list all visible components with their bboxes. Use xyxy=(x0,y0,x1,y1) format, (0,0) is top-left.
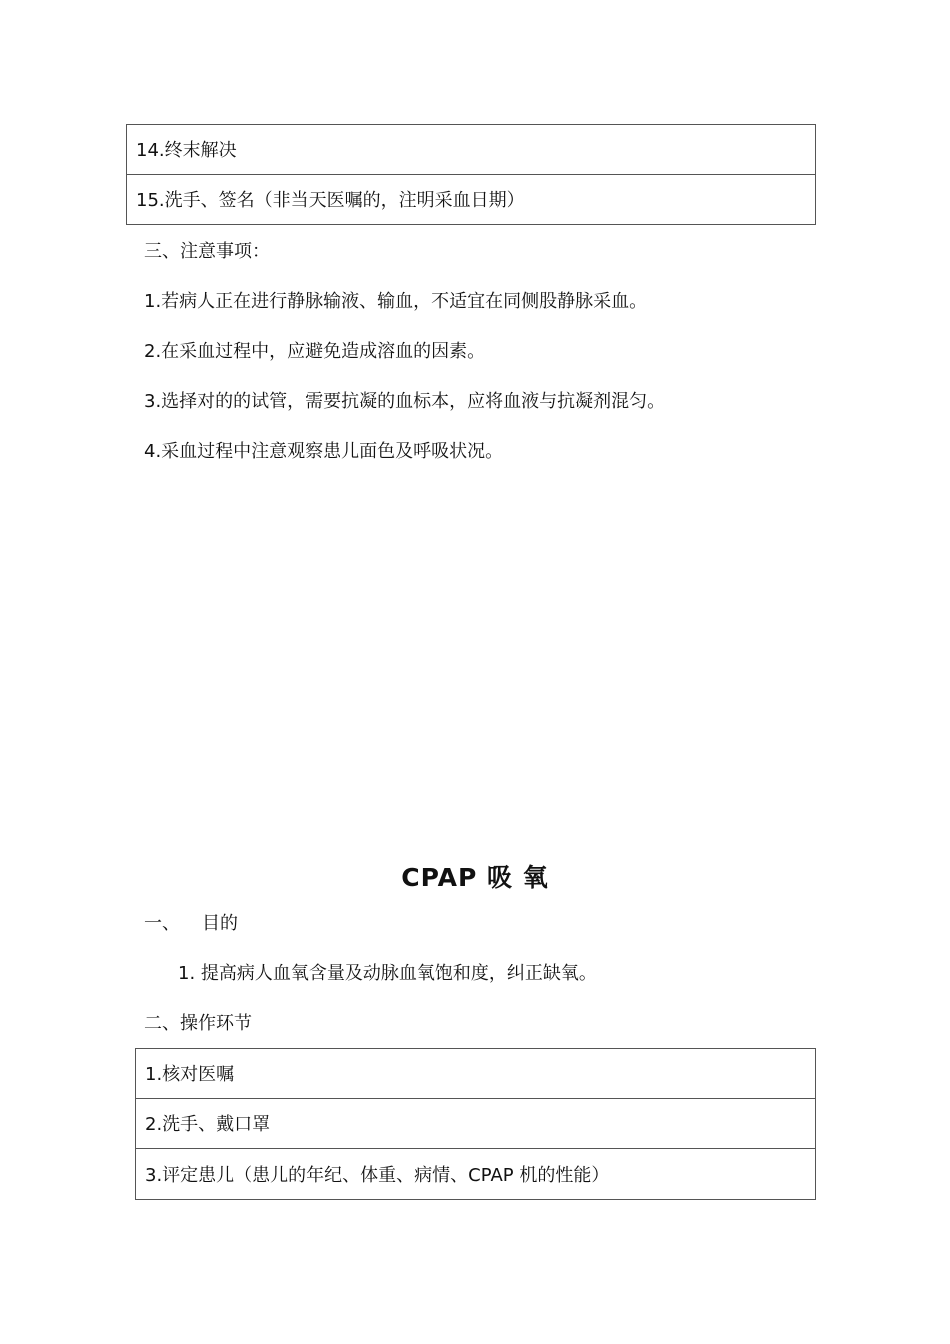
cpap-steps-table xyxy=(135,1048,816,1200)
procedure-steps-table-continued xyxy=(126,124,816,225)
section-heading-purpose xyxy=(144,912,238,936)
table-row xyxy=(126,175,816,226)
section-heading-steps: 二、操作环节 xyxy=(144,1013,252,1034)
notes-heading: 三、注意事项： xyxy=(144,241,270,262)
note-item: 4.采血过程中注意观察患儿面色及呼吸状况。 xyxy=(144,441,504,462)
table-cell: 2.洗手、戴口罩 xyxy=(145,1114,271,1136)
table-row xyxy=(135,1099,816,1150)
section-label: 目的 xyxy=(202,913,238,934)
purpose-item: 1. 提高病人血氧含量及动脉血氧饱和度，纠正缺氧。 xyxy=(178,963,597,984)
table-cell: 15.洗手、签名（非当天医嘱的，注明采血日期） xyxy=(136,190,525,212)
table-row xyxy=(126,124,816,175)
table-row xyxy=(135,1149,816,1200)
page-title: CPAP 吸 氧 xyxy=(401,863,549,892)
note-item: 3.选择对的的试管，需要抗凝的血标本，应将血液与抗凝剂混匀。 xyxy=(144,391,666,412)
note-item: 1.若病人正在进行静脉输液、输血，不适宜在同侧股静脉采血。 xyxy=(144,291,648,312)
table-cell: 14.终末解决 xyxy=(136,140,237,162)
section-number: 一、 xyxy=(144,913,180,934)
table-row xyxy=(135,1048,816,1099)
table-cell: 3.评定患儿（患儿的年纪、体重、病情、CPAP 机的性能） xyxy=(145,1164,610,1186)
table-cell: 1.核对医嘱 xyxy=(145,1064,235,1086)
note-item: 2.在采血过程中，应避免造成溶血的因素。 xyxy=(144,341,486,362)
